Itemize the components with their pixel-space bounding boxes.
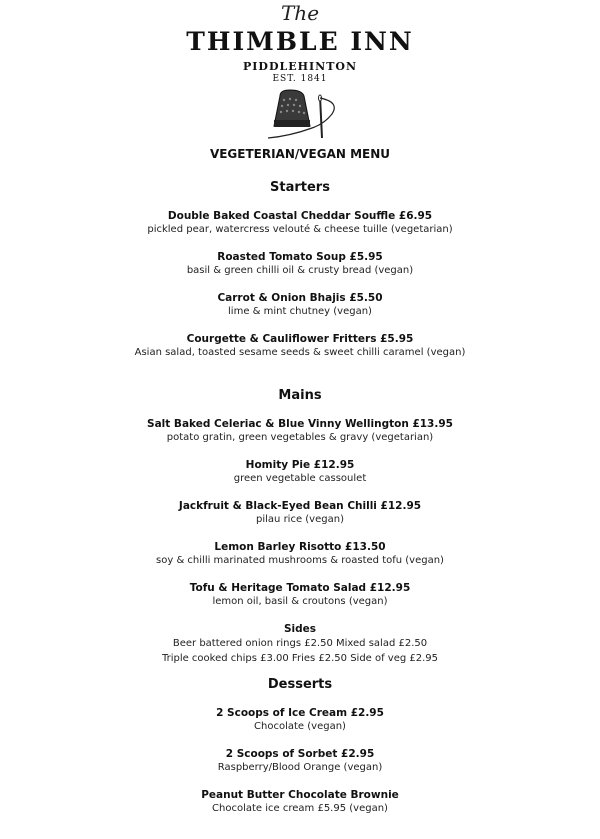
item-description: basil & green chilli oil & crusty bread (vegan) [186, 265, 414, 276]
main-item [0, 581, 600, 609]
item-description: Chocolate (vegan) [254, 721, 346, 732]
section-title-starters: Starters [270, 180, 330, 195]
item-name: Roasted Tomato Soup £5.95 [217, 251, 383, 263]
item-name: Jackfruit & Black-Eyed Bean Chilli £12.95 [178, 500, 422, 512]
needle [320, 96, 322, 138]
starter-item [0, 332, 600, 360]
starter-item [0, 291, 600, 319]
dessert-item [0, 747, 600, 775]
item-description: green vegetable cassoulet [233, 473, 367, 484]
thimble-band [274, 120, 310, 127]
item-description: lemon oil, basil & croutons (vegan) [212, 596, 388, 607]
item-description: soy & chilli marinated mushrooms & roasted tofu (vegan) [156, 555, 444, 566]
item-name: Lemon Barley Risotto £13.50 [214, 541, 386, 553]
logo-script-text: The [280, 1, 320, 25]
main-item [0, 540, 600, 568]
item-description: potato gratin, green vegetables & gravy (vegetarian) [166, 432, 434, 443]
menu-title: VEGETERIAN/VEGAN MENU [209, 147, 391, 161]
sides-line: Triple cooked chips £3.00 Fries £2.50 Side of veg £2.95 [161, 653, 439, 664]
item-description: Asian salad, toasted sesame seeds & sweet chilli caramel (vegan) [134, 347, 466, 358]
item-description: pickled pear, watercress velouté & cheese tuille (vegetarian) [147, 224, 453, 235]
item-name: Double Baked Coastal Cheddar Souffle £6.95 [167, 210, 433, 222]
item-name: Peanut Butter Chocolate Brownie [201, 789, 399, 801]
item-description: Raspberry/Blood Orange (vegan) [217, 762, 383, 773]
item-name: Salt Baked Celeriac & Blue Vinny Wellington £13.95 [147, 418, 453, 430]
item-description: Chocolate ice cream £5.95 (vegan) [212, 803, 388, 814]
sides-line: Beer battered onion rings £2.50 Mixed salad £2.50 [172, 638, 428, 649]
main-item [0, 458, 600, 486]
item-description: lime & mint chutney (vegan) [228, 306, 372, 317]
item-name: Tofu & Heritage Tomato Salad £12.95 [189, 582, 411, 594]
sides-block [0, 622, 600, 666]
starter-item [0, 209, 600, 237]
main-item [0, 417, 600, 445]
sides-title: Sides [283, 623, 317, 635]
thimble-logo-icon [260, 88, 346, 146]
item-name: Carrot & Onion Bhajis £5.50 [217, 292, 383, 304]
item-name: Homity Pie £12.95 [245, 459, 355, 471]
item-name: Courgette & Cauliflower Fritters £5.95 [186, 333, 414, 345]
item-description: pilau rice (vegan) [256, 514, 344, 525]
dessert-item [0, 706, 600, 734]
dessert-item [0, 788, 600, 816]
starter-item [0, 250, 600, 278]
logo-established: EST. 1841 [272, 74, 328, 84]
section-title-mains: Mains [278, 388, 322, 403]
logo-name: THIMBLE INN [186, 27, 414, 56]
logo-town: PIDDLEHINTON [242, 60, 358, 73]
item-name: 2 Scoops of Sorbet £2.95 [225, 748, 375, 760]
main-item [0, 499, 600, 527]
section-title-desserts: Desserts [267, 677, 333, 692]
item-name: 2 Scoops of Ice Cream £2.95 [216, 707, 384, 719]
